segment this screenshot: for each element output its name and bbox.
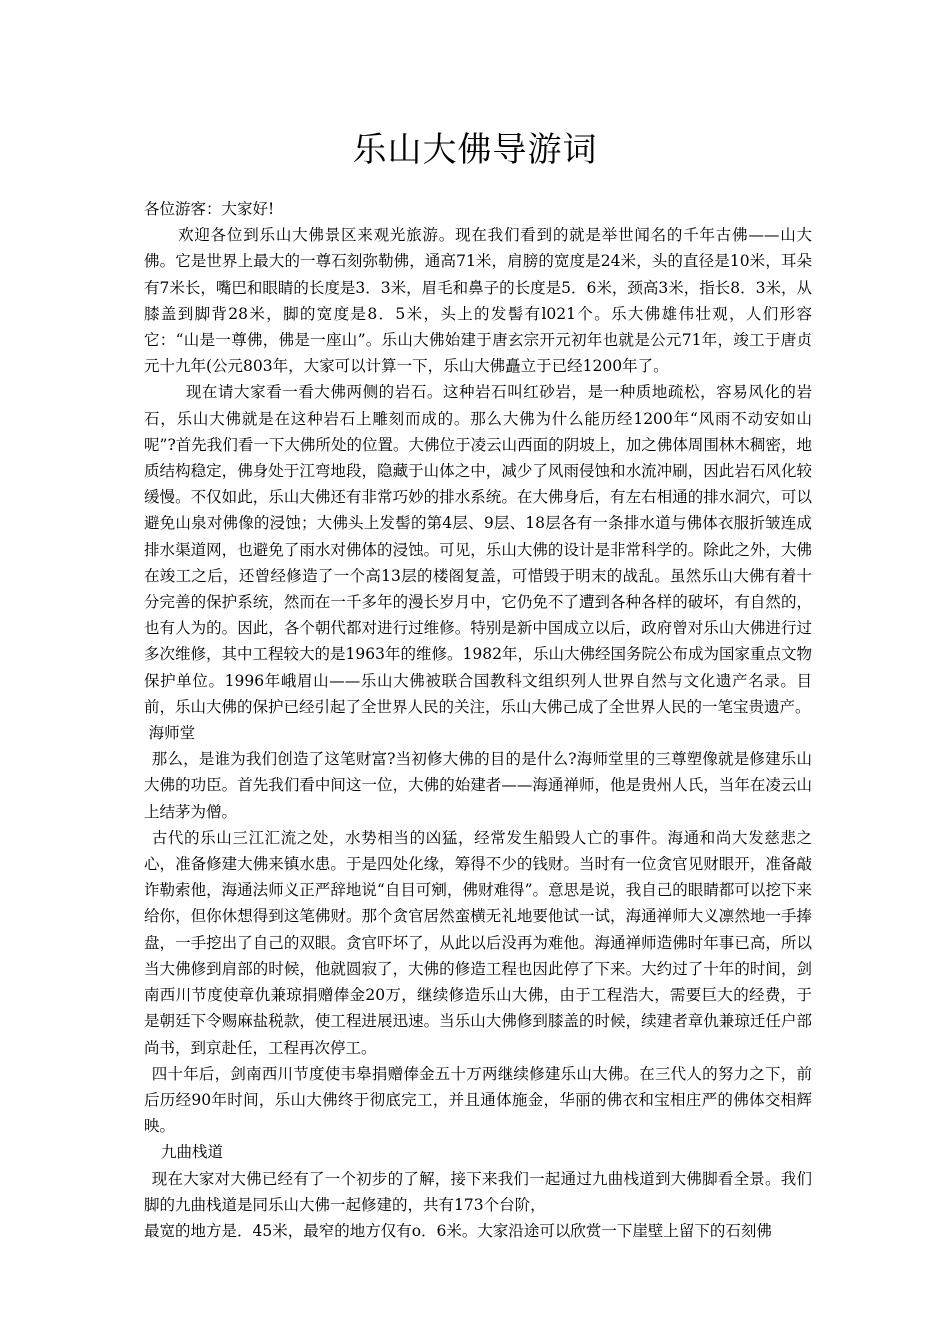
page-title: 乐山大佛导游词 [352,130,598,170]
intro-paragraph: 欢迎各位到乐山大佛景区来观光旅游。现在我们看到的就是举世闻名的千年古佛——山大佛。它是世界上最大的一尊石刻弥勒佛，通高71米，肩膀的宽度是24米，头的直径是10米，耳朵有7米长，嘴巴和眼睛的长度是3．3米，眉毛和鼻子的长度是5．6米，颈高3米，指长8．3米，从膝盖到脚背28米，脚的宽度是8．5米，头上的发髻有l021个。乐大佛雄伟壮观，人们形容它：“山是一尊佛，佛是一座山”。乐山大佛始建于唐玄宗开元初年也就是公元71年，竣工于唐贞元十九年(公元803年，大家可以计算一下，乐山大佛矗立于已经1200年了。 [144,226,812,376]
cutoff-paragraph: 最宽的地方是．45米，最窄的地方仅有o．6米。大家沿途可以欣赏一下崖壁上留下的石刻佛 [144,1221,772,1240]
section-heading-haishitang: 海师堂 [148,724,196,743]
history-paragraph: 古代的乐山三江汇流之处，水势相当的凶猛，经常发生船毁人亡的事件。海通和尚大发慈悲之心，准备修建大佛来镇水患。于是四处化缘，筹得不少的钱财。当时有一位贪官见财眼开，准备敲诈勒索他，海通法师义正严辞地说“自目可剜，佛财难得”。意思是说，我自己的眼睛都可以挖下来给你，但你休想得到这笔佛财。那个贪官居然蛮横无礼地要他试一试，海通禅师大义凛然地一手捧盘，一手挖出了自己的双眼。贪官吓坏了，从此以后没再为难他。海通禅师造佛时年事已高，所以当大佛修到肩部的时候，他就圆寂了，大佛的修造工程也因此停了下来。大约过了十年的时间，剑南西川节度使章仇兼琼捐赠俸金20万，继续修造乐山大佛，由于工程浩大，需要巨大的经费，于是朝廷下令赐麻盐税款，使工程进展迅速。当乐山大佛修到膝盖的时候，续建者章仇兼琼迁任户部尚书，到京赴任，工程再次停工。 [144,828,812,1057]
rock-paragraph: 现在请大家看一看大佛两侧的岩石。这种岩石叫红砂岩，是一种质地疏松，容易风化的岩石，乐山大佛就是在这种岩石上雕刻而成的。那么大佛为什么能历经1200年“风雨不动安如山呢”?首先我们看一下大佛所处的位置。大佛位于凌云山西面的阴坡上，加之佛体周围林木稠密，地质结构稳定，佛身处于江弯地段，隐藏于山体之中，减少了风雨侵蚀和水流冲刷，因此岩石风化较缓慢。不仅如此，乐山大佛还有非常巧妙的排水系统。在大佛身后，有左右相通的排水洞穴，可以避免山泉对佛像的浸蚀；大佛头上发髻的第4层、9层、18层各有一条排水道与佛体衣服折皱连成排水渠道网，也避免了雨水对佛体的浸蚀。可见，乐山大佛的设计是非常科学的。除此之外，大佛在竣工之后，还曾经修造了一个高13层的楼阁复盖，可惜毁于明末的战乱。虽然乐山大佛有着十分完善的保护系统，然而在一千多年的漫长岁月中，它仍免不了遭到各种各样的破坏，有自然的，也有人为的。因此，各个朝代都对进行过维修。特别是新中国成立以后，政府曾对乐山大佛进行过多次维修，其中工程较大的是1963年的维修。1982年，乐山大佛经国务院公布成为国家重点文物保护单位。1996年峨眉山——乐山大佛被联合国教科文组织列人世界自然与文化遗产名录。目前，乐山大佛的保护已经引起了全世界人民的关注，乐山大佛己成了全世界人民的一笔宝贵遗产。 [144,383,812,716]
section-heading-jiuqu: 九曲栈道 [161,1143,224,1162]
haishitang-paragraph: 那么，是谁为我们创造了这笔财富?当初修大佛的目的是什么?海师堂里的三尊塑像就是修建乐山大佛的功臣。首先我们看中间这一位，大佛的始建者——海通禅师，他是贵州人氏，当年在凌云山上结茅为僧。 [144,750,812,821]
document-body [144,196,812,1244]
completion-paragraph: 四十年后，剑南西川节度使韦皋捐赠俸金五十万两继续修建乐山大佛。在三代人的努力之下，前后历经90年时间，乐山大佛终于彻底完工，并且通体施金，华丽的佛衣和宝相庄严的佛体交相辉映。 [144,1064,812,1136]
greeting-paragraph: 各位游客：大家好! [144,200,275,218]
jiuqu-paragraph: 现在大家对大佛已经有了一个初步的了解，接下来我们一起通过九曲栈道到大佛脚看全景。我们脚的九曲栈道是同乐山大佛一起修建的，共有173个台阶， [144,1169,812,1214]
